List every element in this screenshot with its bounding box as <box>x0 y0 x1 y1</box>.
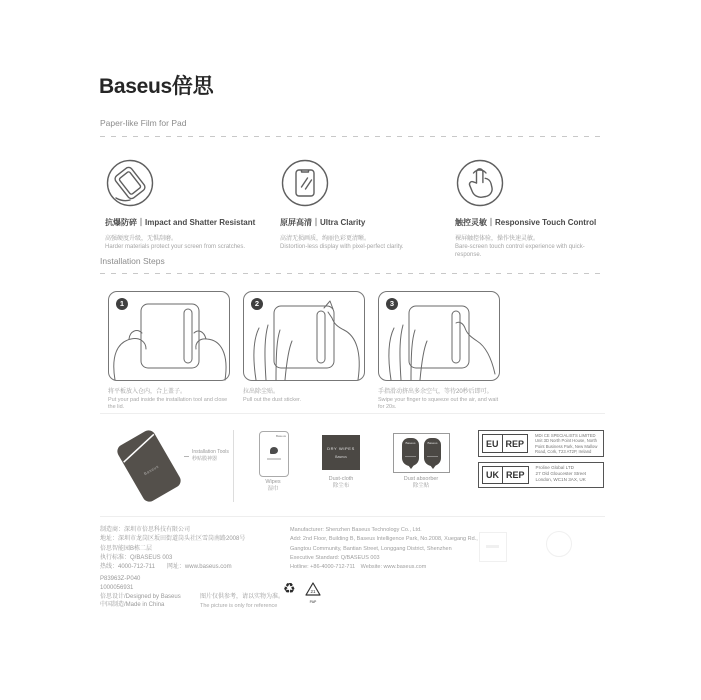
rep-badge: REP <box>502 434 529 453</box>
uk-rep-box <box>478 462 604 488</box>
mfr-cn-line: 执行标准：Q/BASEUS 003 <box>100 554 173 561</box>
eu-addr-line: MDI CE SPECIALISTS LIMITED <box>535 433 596 438</box>
tag-brand-text: Baseus <box>405 441 416 445</box>
feature-impact-resistant <box>105 158 257 252</box>
feature-title: 原屏高清｜Ultra Clarity <box>280 218 366 227</box>
eu-addr-line: Point Business Park, New Mallow <box>535 443 598 449</box>
reference-note-cn: 图片仅供参考，请以实物为准。 <box>200 594 285 600</box>
reference-note <box>200 591 284 609</box>
eu-addr-line: Unit 3D North Point House, North <box>535 438 597 444</box>
step-number-badge: 3 <box>386 298 398 310</box>
eu-badge: EU <box>482 434 503 453</box>
serial-code: 1000056931 <box>100 584 134 591</box>
step-number-badge: 2 <box>251 298 263 310</box>
step-card-1 <box>108 291 230 381</box>
ultra-clarity-icon <box>280 158 432 208</box>
wipes-pack <box>259 431 289 477</box>
uk-badge: UK <box>482 466 503 484</box>
feature-title: 触控灵敏｜Responsive Touch Control <box>455 218 597 227</box>
step-card-3 <box>378 291 500 381</box>
step-2-caption <box>243 386 369 404</box>
dust-absorber-tag-1 <box>402 438 419 466</box>
touch-control-icon <box>455 158 607 208</box>
feature-desc-cn: 高强硬度升级，无惧刮磨。 <box>105 236 178 242</box>
dust-cloth-label-en: Dust-cloth <box>328 476 354 482</box>
uk-addr-line: Proline Global LTD <box>535 465 574 470</box>
eu-rep-badges <box>482 434 528 453</box>
pap-label-text: PAP <box>309 600 317 604</box>
uk-addr-line: 27 Old Gloucester Street <box>535 471 587 476</box>
feature-desc-cn: 高清无损画质，绚丽色彩更清晰。 <box>280 236 371 242</box>
made-in-line: 中国制造/Made in China <box>100 602 165 609</box>
step-caption-en: Pull out the dust sticker. <box>243 397 302 403</box>
wipes-print-line <box>267 458 281 460</box>
step-caption-en: Put your pad inside the installation tool and close the lid. <box>108 397 228 410</box>
dust-cloth-label <box>311 476 371 490</box>
feature-desc-en: Bare-screen touch control experience with quick-response. <box>455 244 585 258</box>
wipes-label <box>243 479 303 493</box>
dust-absorber-tag-2 <box>424 438 441 466</box>
faint-stamp-box-detail <box>486 545 499 548</box>
tag-brand-text: Baseus <box>427 441 438 445</box>
mfr-cn-line: 地址：深圳市龙岗区坂田街道岗头社区雪岗南路2008号 <box>100 536 246 543</box>
uk-addr-line: London, WC1N 3AX, UK <box>535 477 586 482</box>
dust-cloth-print-1: DRY WIPES <box>327 446 355 451</box>
feature-title: 抗爆防碎｜Impact and Shatter Resistant <box>105 218 256 227</box>
tool-label-en: Installation Tools <box>192 449 229 455</box>
faint-stamp-box <box>479 532 507 562</box>
step-card-2 <box>243 291 365 381</box>
uk-rep-address <box>532 463 603 487</box>
model-code: P83963Z-P040 <box>100 576 141 582</box>
dashed-separator-top <box>100 136 605 137</box>
mfr-en-line: Gangtou Community, Bantian Street, Longgang District, Shenzhen <box>290 545 452 552</box>
dust-absorber-label-en: Dust absorber <box>403 476 439 482</box>
mfr-cn-line: 倍思智能园B栋二层 <box>100 545 153 552</box>
wipes-label-en: Wipes <box>265 479 281 485</box>
tool-label-tick <box>184 456 189 457</box>
mfr-en-line: Manufacturer: Shenzhen Baseus Technology Co., Ltd. <box>290 527 422 533</box>
feature-desc-cn: 裸屏触控体验，操作快速灵敏。 <box>455 236 540 242</box>
mfr-en-line: Executive Standard: Q/BASEUS 003 <box>290 554 380 561</box>
dust-absorber <box>393 433 450 473</box>
tag-print-line <box>405 456 416 457</box>
step-caption-en: Swipe your finger to squeeze out the air, and wait for 20s. <box>378 397 499 410</box>
tag-print-line <box>427 456 438 457</box>
step-caption-cn: 将平板放入仓内，合上盖子。 <box>108 389 187 395</box>
manufacturer-info-cn <box>100 526 245 572</box>
feature-touch-control <box>455 158 607 259</box>
faint-stamp-circle <box>546 531 572 557</box>
tool-label <box>192 449 229 463</box>
feature-desc-en: Harder materials protect your screen from scratches. <box>105 244 246 250</box>
dashed-separator-steps <box>100 273 605 274</box>
dust-absorber-label-cn: 除尘贴 <box>412 482 430 489</box>
dust-cloth-label-cn: 除尘布 <box>332 482 350 489</box>
pouch-brand-text: Baseus <box>142 463 160 477</box>
wipes-logo-mark <box>270 447 278 454</box>
mfr-cn-line: 制造商：深圳市倍思科技有限公司 <box>100 527 191 533</box>
step-caption-cn: 拉出除尘贴。 <box>243 389 280 395</box>
eu-rep-box <box>478 430 604 457</box>
step-3-caption <box>378 386 504 411</box>
uk-rep-badges <box>482 466 529 484</box>
dust-cloth-print-2: Baseus <box>335 455 347 459</box>
designed-by-line: 倍思设计/Designed by Baseus <box>100 593 181 600</box>
dust-cloth <box>322 435 360 470</box>
eu-rep-address <box>531 431 603 456</box>
feature-ultra-clarity <box>280 158 432 252</box>
dust-absorber-label <box>391 476 451 490</box>
eu-addr-line: Road, Cork, T23 AT2P, Ireland <box>535 448 592 454</box>
accessory-divider <box>233 430 234 502</box>
installation-tool-pouch <box>115 428 183 504</box>
manufacturer-info-en <box>290 526 560 572</box>
brand-logo: Baseus倍思 <box>99 75 214 98</box>
light-separator-2 <box>100 516 605 517</box>
mfr-en-line: Add: 2nd Floor, Building B, Baseus Intelligence Park, No.2008, Xuegang Rd., <box>290 536 478 543</box>
shatter-resistant-icon <box>105 158 257 208</box>
installation-heading: Installation Steps <box>100 256 165 266</box>
recycle-icon: ♻ <box>283 581 296 597</box>
rep-badge: REP <box>502 466 529 484</box>
mfr-en-line: Hotline: +86-4000-712-711 Website: www.baseus.com <box>290 564 427 571</box>
mfr-cn-line: 热线：4000-712-711 网址：www.baseus.com <box>100 564 232 571</box>
step-1-caption <box>108 386 234 411</box>
model-numbers <box>100 575 181 610</box>
wipes-brand-text: Baseus <box>275 434 286 438</box>
pap-code-text: 21 <box>310 589 316 594</box>
product-heading: Paper-like Film for Pad <box>100 118 187 128</box>
feature-desc-en: Distortion-less display with pixel-perfect clarity. <box>280 244 404 250</box>
reference-note-en: The picture is only for reference <box>200 602 278 609</box>
step-number-badge: 1 <box>116 298 128 310</box>
pap-recycle-icon <box>304 582 322 604</box>
tool-label-cn: 秒贴膜神器 <box>192 456 218 462</box>
wipes-label-cn: 湿巾 <box>267 485 279 492</box>
light-separator-1 <box>100 413 605 414</box>
step-caption-cn: 手指滑动挤出多余空气，等待20秒后即可。 <box>378 389 493 395</box>
